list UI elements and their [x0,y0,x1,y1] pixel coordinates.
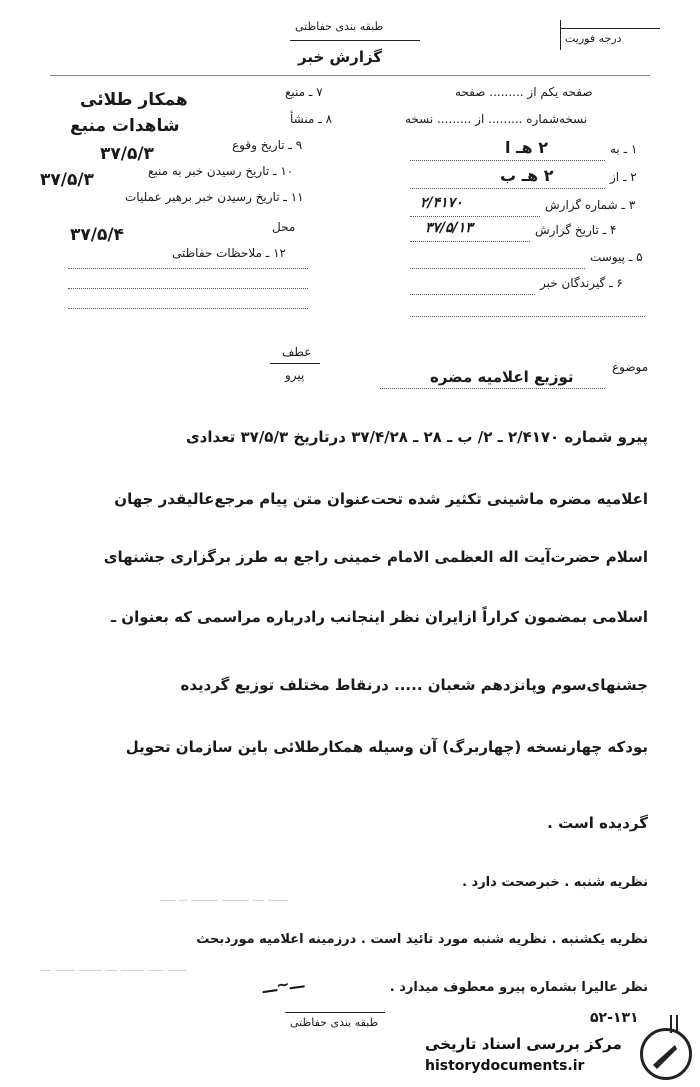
occurrence-date-value: ۳۷/۵/۳ [100,144,154,164]
logo-mark-icon [643,1031,689,1077]
report-date-dotted-line [410,241,530,242]
sunday-opinion: نظریه یکشنبه . نظریه شنبه مورد تائید است . درزمینه اعلامیه موردبحث [196,932,648,947]
subject-dotted-line [380,388,605,389]
from-dotted-line [410,188,605,189]
receipt-source-value: ۳۷/۵/۳ [40,170,94,190]
footer-mark-2 [676,1015,678,1033]
officer-opinion: نظر عالیرا بشماره پیرو معطوف میدارد . [389,980,648,995]
faded-text-2: ـــــ ــــ ــــــ ـــ ــــــ ـــــ ـــ [40,960,187,975]
report-number-value: ۲/۴۱۷۰ [420,195,463,211]
report-title: گزارش خبر [298,48,383,66]
classification-bottom: طبقه بندی حفاظتی [290,1016,379,1029]
site-url: historydocuments.ir [425,1058,585,1074]
body-line-2: اعلامیه مضره ماشینی تکثیر شده تحت‌عنوان متن پیام مرجع‌عالیقدر جهان [114,490,648,508]
body-line-4: اسلامی بمضمون کراراً ازایران نظر اینجانب رادرباره مراسمی که بعنوان ـ [110,608,648,626]
site-logo [640,1028,692,1080]
recipients-label: ۶ ـ گیرندگان خبر [540,276,623,290]
remarks-dotted-line-1 [68,268,308,269]
report-number-dotted-line [410,216,540,217]
recipients-dotted-line-1 [410,294,535,295]
remarks-dotted-line-3 [68,308,308,309]
place-label: محل [272,220,296,234]
occurrence-date-label: ۹ ـ تاریخ وقوع [232,138,303,152]
footer-mark-1 [670,1015,672,1033]
source-value: همکار طلائی [80,90,188,110]
page-number-label: صفحه یکم از ......... صفحه [455,85,593,99]
classification-top: طبقه بندی حفاظتی [295,20,384,33]
to-label: ۱ ـ به [610,142,638,156]
subject-value: توزیع اعلامیه مضره [430,368,574,386]
remarks-label: ۱۲ ـ ملاحظات حفاظتی [172,246,286,260]
copy-number-label: نسخه‌شماره ......... از ......... نسخه [405,112,588,126]
footer-underline [285,1012,385,1013]
recipients-dotted-line-2 [410,316,645,317]
subject-label: موضوع [612,360,649,374]
body-line-7: گردیده است . [547,814,648,832]
faded-text-1: ـــــ ـــ ـــــــ ـــــــ ــ ــــ [160,890,288,905]
receipt-ops-value: ۳۷/۵/۴ [70,225,124,245]
priority-box-side [560,20,561,50]
body-line-1: پیرو شماره ۲/۴۱۷۰ ـ ۲/ ب ـ ۲۸ ـ ۳۷/۴/۲۸ درتاریخ ۳۷/۵/۳ تعدادی [185,428,648,446]
body-line-6: بودکه چهارنسخه (چهاربرگ) آن وسیله همکارطلائی باین سازمان تحویل [125,738,648,756]
report-number-label: ۳ ـ شماره گزارش [545,198,636,212]
document-code: ۵۲-۱۳۱ [590,1010,639,1026]
body-line-3: اسلام حضرت‌آیت اله العظمی الامام خمینی راجع به طرز برگزاری جشنهای [103,548,648,566]
section-opinion: نظریه شنبه . خبرصحت دارد . [462,875,648,890]
atf-label: عطف [282,345,312,359]
atf-line [270,363,320,364]
origin-label: ۸ ـ منشأ [290,112,333,126]
to-dotted-line [410,160,605,161]
source-label: ۷ ـ منبع [285,85,323,99]
priority-label: درجه فوریت [565,32,622,45]
remarks-dotted-line-2 [68,288,308,289]
report-date-value: ۳۷/۵/۱۳ [425,220,473,236]
from-label: ۲ ـ از [610,170,637,184]
receipt-source-label: ۱۰ ـ تاریخ رسیدن خبر به منبع [148,164,294,178]
attachment-dotted-line [410,268,585,269]
signature: ـــ~ـــ [260,972,305,997]
report-date-label: ۴ ـ تاریخ گزارش [535,223,617,237]
header-frame-top [50,75,650,76]
from-value: ۲ هـ ب [500,166,554,185]
attachment-label: ۵ ـ پیوست [590,250,643,264]
header-underline [290,40,420,41]
site-name: مرکز بررسی اسناد تاریخی [425,1035,622,1053]
origin-value: شاهدات منبع [70,116,180,136]
to-value: ۲ هـ ا [505,138,548,157]
peyro-label: پیرو [285,368,305,382]
body-line-5: جشنهای‌سوم وپانزدهم شعبان ..... درنقاط مختلف توزیع گردیده [180,676,648,694]
receipt-ops-label: ۱۱ ـ تاریخ رسیدن خبر برهبر عملیات [125,190,304,204]
priority-box-line [560,28,660,29]
